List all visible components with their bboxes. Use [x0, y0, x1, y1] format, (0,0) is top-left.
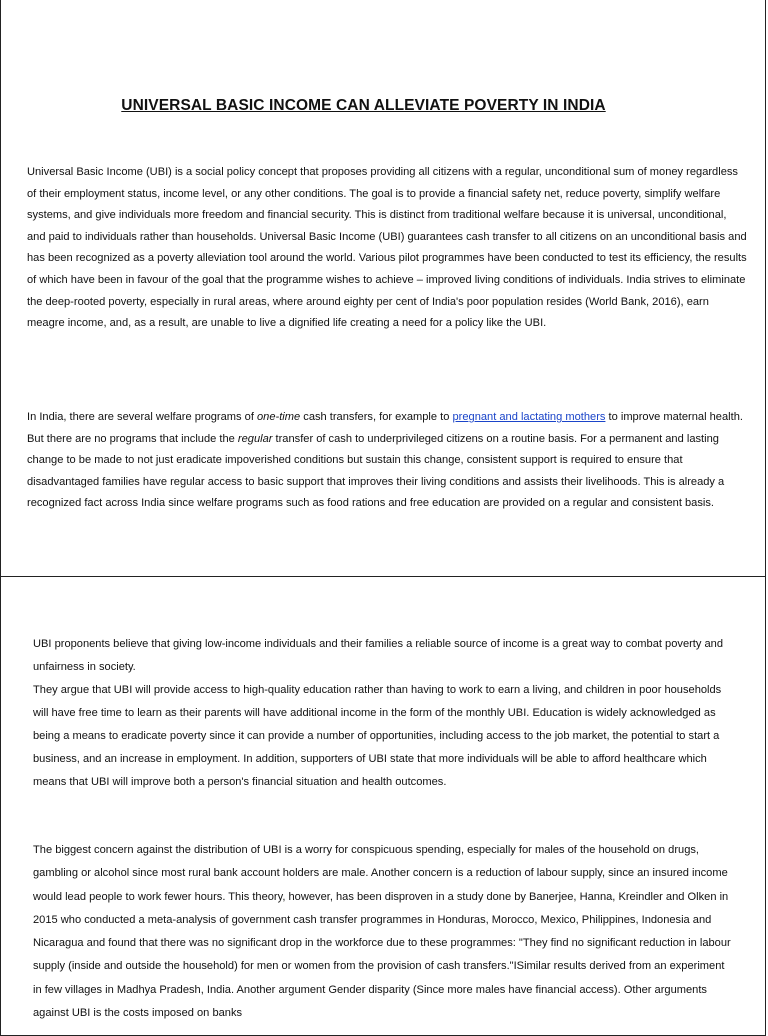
paragraph-ubi-definition: Universal Basic Income (UBI) is a social policy concept that proposes providing all citizens with a regular, unconditional sum of money regardless of their employment status, income level, or any other conditions. The goal is to provide a financial safety net, reduce poverty, simplify welfare systems, and give individuals more freedom and financial security. This is distinct from traditional welfare because it is universal, unconditional, and paid to individuals rather than households. Universal Basic Income (UBI) guarantees cash transfer to all citizens on an unconditional basis and has been recognized as a poverty alleviation tool around the world. Various pilot programmes have been conducted to test its efficiency, the results of which have been in favour of the goal that the programme wishes to achieve – improved living conditions of individuals. India strives to eliminate the deep-rooted poverty, especially in rural areas, where around eighty per cent of India's poor population resides (World Bank, 2016), earn meagre income, and, as a result, are unable to live a dignified life creating a need for a policy like the UBI. — [27, 166, 747, 330]
paragraph-ubi-concerns: The biggest concern against the distribution of UBI is a worry for conspicuous spending, especially for males of the household on drugs, gambling or alcohol since most rural bank account holders are male. Another concern is a reduction of labour supply, since an insured income would lead people to work fewer hours. This theory, however, has been disproven in a study done by Banerjee, Hanna, Kreindler and Olken in 2015 who conducted a meta-analysis of government cash transfer programmes in Honduras, Morocco, Mexico, Philippines, Indonesia and Nicaragua and found that there was no significant drop in the workforce due to these programmes: "They find no significant reduction in labour supply (inside and outside the household) for men or women from the provision of cash transfers."ISimilar results derived from an experiment in few villages in Madhya Pradesh, India. Another argument Gender disparity (Since more males have financial access). Other arguments against UBI is the costs imposed on banks — [33, 844, 731, 1020]
document-page-2 — [0, 576, 766, 1036]
paragraph-india-welfare — [27, 407, 747, 515]
emphasis-regular: regular — [237, 432, 273, 445]
text-span: UBI proponents believe that giving low-income individuals and their families a reliable source of income is a great way to combat poverty and unfairness in society. — [33, 638, 724, 673]
pregnant-lactating-mothers-link[interactable]: pregnant and lactating mothers — [452, 411, 606, 423]
text-span: cash transfers, for example to — [300, 411, 453, 423]
text-span: transfer of cash to underprivileged citizens on a routine basis. For a permanent and lasting change to be made to not just eradicate impoverished conditions but sustain this change, consistent support is required to ensure that disadvantaged families have regular access to basic support that improves their living conditions and assists their livelihoods. This is already a recognized fact across India since welfare programs such as food rations and free education are provided on a regular and consistent basis. — [27, 432, 725, 510]
emphasis-one-time: one-time — [257, 411, 301, 423]
text-span: They argue that UBI will provide access to high-quality education rather than having to work to earn a living, and children in poor households will have free time to learn as their parents will have additional income in the form of the monthly UBI. Education is widely acknowledged as being a means to eradicate poverty since it can provide a number of opportunities, including access to the job market, the potential to start a business, and an increase in employment. In addition, supporters of UBI state that more individuals will be able to afford healthcare which means that UBI will improve both a person's financial situation and health outcomes. — [33, 684, 722, 788]
text-span: to improve maternal health. But there are no programs that include the — [27, 411, 743, 445]
document-title: UNIVERSAL BASIC INCOME CAN ALLEVIATE POVERTY IN INDIA — [121, 97, 606, 114]
paragraph-ubi-proponents — [33, 633, 733, 794]
text-span: In India, there are several welfare programs of — [27, 411, 258, 423]
